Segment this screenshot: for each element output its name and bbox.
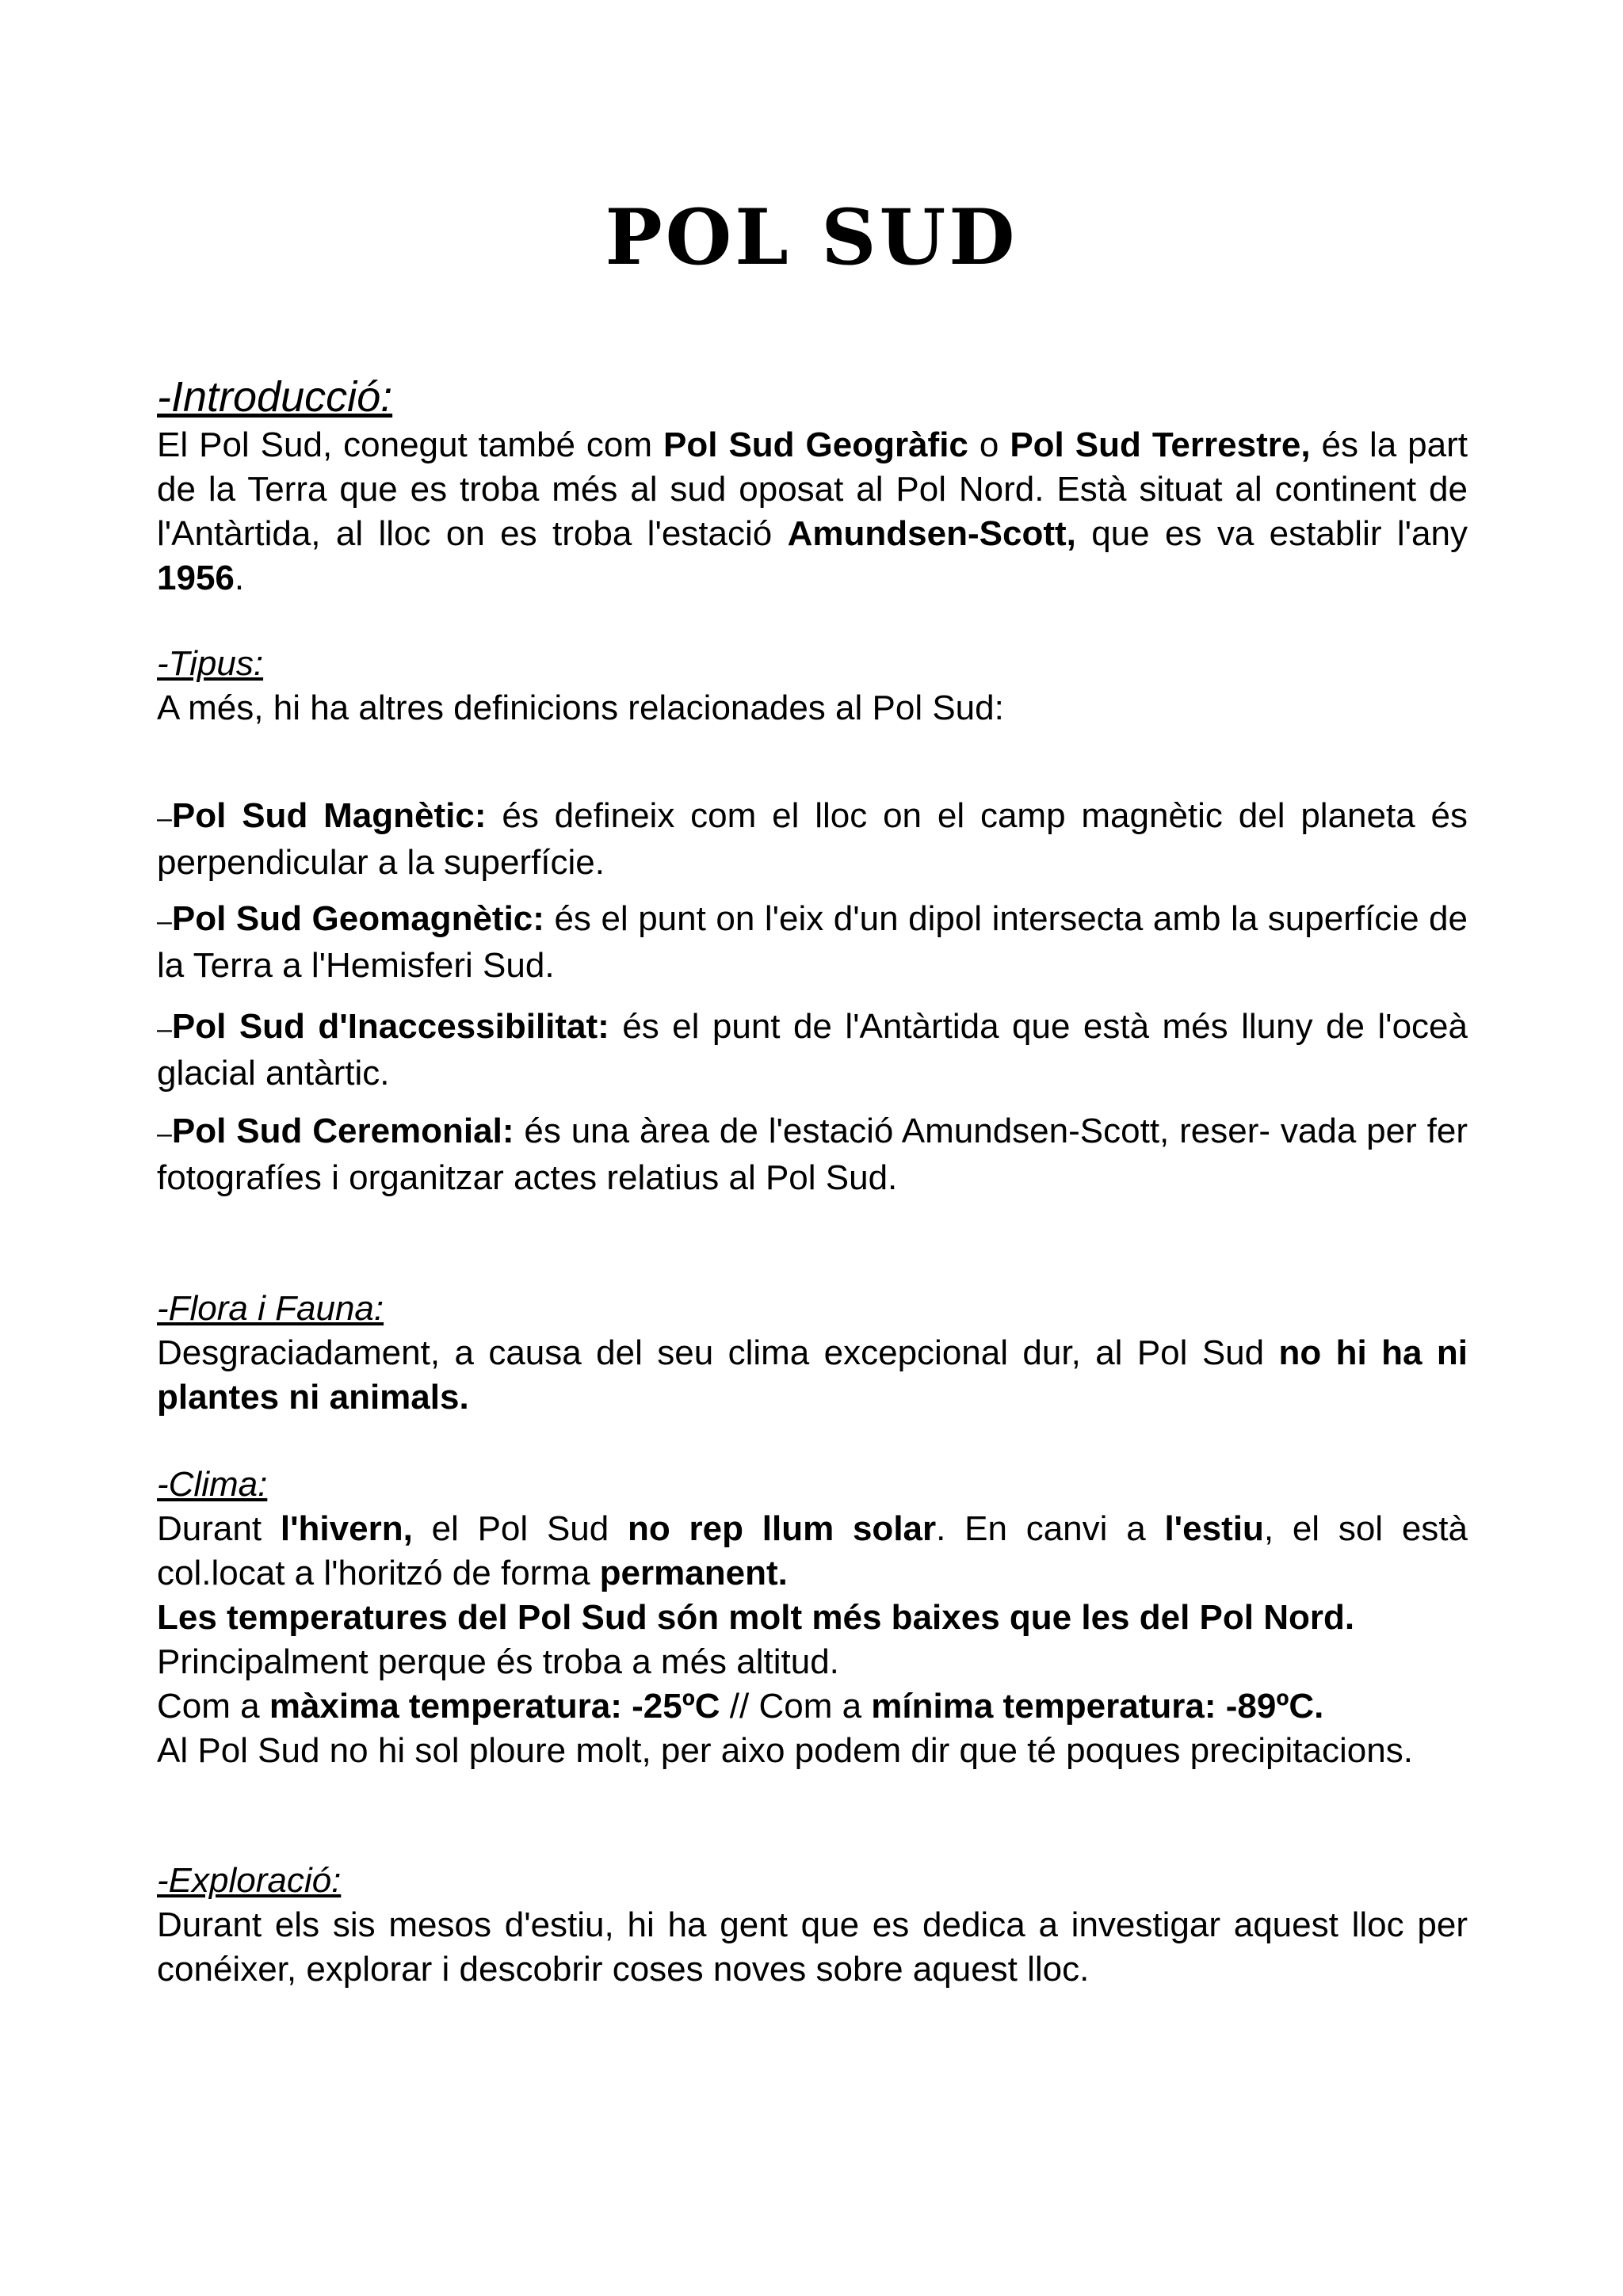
list-dash: – [157,906,172,936]
tipus-term-geomagnetic: Pol Sud Geomagnètic: [171,899,544,938]
section-exploracio [157,1859,1468,1992]
section-heading-flora-fauna: -Flora i Fauna: [157,1289,384,1328]
clima-bold-min: mínima temperatura: -89ºC. [871,1687,1324,1726]
clima-text: , el sol està col.locat a l'horitzó de forma [157,1509,1468,1592]
flora-paragraph [157,1331,1468,1420]
tipus-desc-inaccessibilitat: és el punt de l'Antàrtida que està més lluny de l'oceà glacial antàrtic. [157,1007,1468,1093]
section-heading-clima: -Clima: [157,1465,268,1504]
intro-text-5: . [234,559,245,597]
tipus-term-ceremonial: Pol Sud Ceremonial: [171,1112,514,1150]
tipus-item-2 [157,897,1468,988]
section-clima [157,1463,1468,1773]
intro-text-3: és la part de la Terra que es troba més al sud oposat al Pol Nord. Està situat al continent de l'Antàrtida, al lloc on es troba l'estació [157,425,1468,553]
intro-text-4: que es va establir l'any [1075,514,1468,553]
list-dash: – [157,1014,172,1044]
section-flora-fauna [157,1287,1468,1420]
clima-text: el Pol Sud [412,1509,628,1548]
intro-paragraph [157,423,1468,601]
clima-paragraph-1 [157,1507,1468,1596]
clima-text: . En canvi a [936,1509,1165,1548]
tipus-term-inaccessibilitat: Pol Sud d'Inaccessibilitat: [171,1007,609,1046]
intro-text-2: o [968,425,1010,464]
tipus-desc-magnetic: és defineix com el lloc on el camp magnètic del planeta és perpendicular a la superfície. [157,796,1468,882]
clima-text: Durant [157,1509,281,1548]
clima-precipitacions: Al Pol Sud no hi sol ploure molt, per aixo podem dir que té poques precipitacions. [157,1731,1413,1770]
intro-bold-terrestre: Pol Sud Terrestre, [1010,425,1311,464]
intro-text-1: El Pol Sud, conegut també com [157,425,664,464]
clima-bold-permanent: permanent. [599,1554,788,1592]
tipus-desc-ceremonial: és una àrea de l'estació Amundsen-Scott, reser- vada per fer fotografíes i organitzar actes relatius al Pol Sud. [157,1112,1468,1197]
section-heading-tipus: -Tipus: [157,644,264,683]
clima-bold-max: màxima temperatura: -25ºC [269,1687,720,1726]
tipus-intro-text: A més, hi ha altres definicions relacionades al Pol Sud: [157,688,1004,727]
page-title: POL SUD [605,193,1018,282]
clima-text: Com a [157,1687,269,1726]
tipus-desc-geomagnetic: és el punt on l'eix d'un dipol intersecta amb la superfície de la Terra a l'Hemisferi Sud. [157,899,1468,985]
section-heading-exploracio: -Exploració: [157,1861,342,1900]
clima-bold-llum: no rep llum solar [628,1509,937,1548]
clima-bold-hivern: l'hivern, [280,1509,413,1548]
clima-text: // Com a [720,1687,872,1726]
section-tipus [157,642,1468,730]
tipus-term-magnetic: Pol Sud Magnètic: [171,796,487,835]
list-dash: – [157,803,172,833]
tipus-item-4 [157,1109,1468,1200]
section-introduccio [157,371,1468,601]
tipus-item-1 [157,794,1468,885]
list-dash: – [157,1119,172,1149]
clima-bold-estiu: l'estiu [1164,1509,1264,1548]
clima-bold-temperatures: Les temperatures del Pol Sud són molt més baixes que les del Pol Nord. [157,1598,1355,1637]
intro-bold-year: 1956 [157,559,235,597]
flora-bold: no hi ha ni plantes ni animals. [157,1333,1468,1417]
clima-temperatures-line [157,1596,1468,1640]
intro-bold-geografic: Pol Sud Geogràfic [663,425,968,464]
clima-altitud-line: Principalment perque és troba a més altitud. [157,1642,839,1681]
exploracio-paragraph: Durant els sis mesos d'estiu, hi ha gent que es dedica a investigar aquest lloc per conéixer, explorar i descobrir coses noves sobre aquest lloc. [157,1905,1468,1989]
flora-text: Desgraciadament, a causa del seu clima excepcional dur, al Pol Sud [157,1333,1279,1372]
clima-minmax-line [157,1684,1468,1729]
tipus-item-3 [157,1005,1468,1096]
section-heading-introduccio: -Introducció: [157,373,393,421]
intro-bold-amundsen: Amundsen-Scott, [787,514,1076,553]
